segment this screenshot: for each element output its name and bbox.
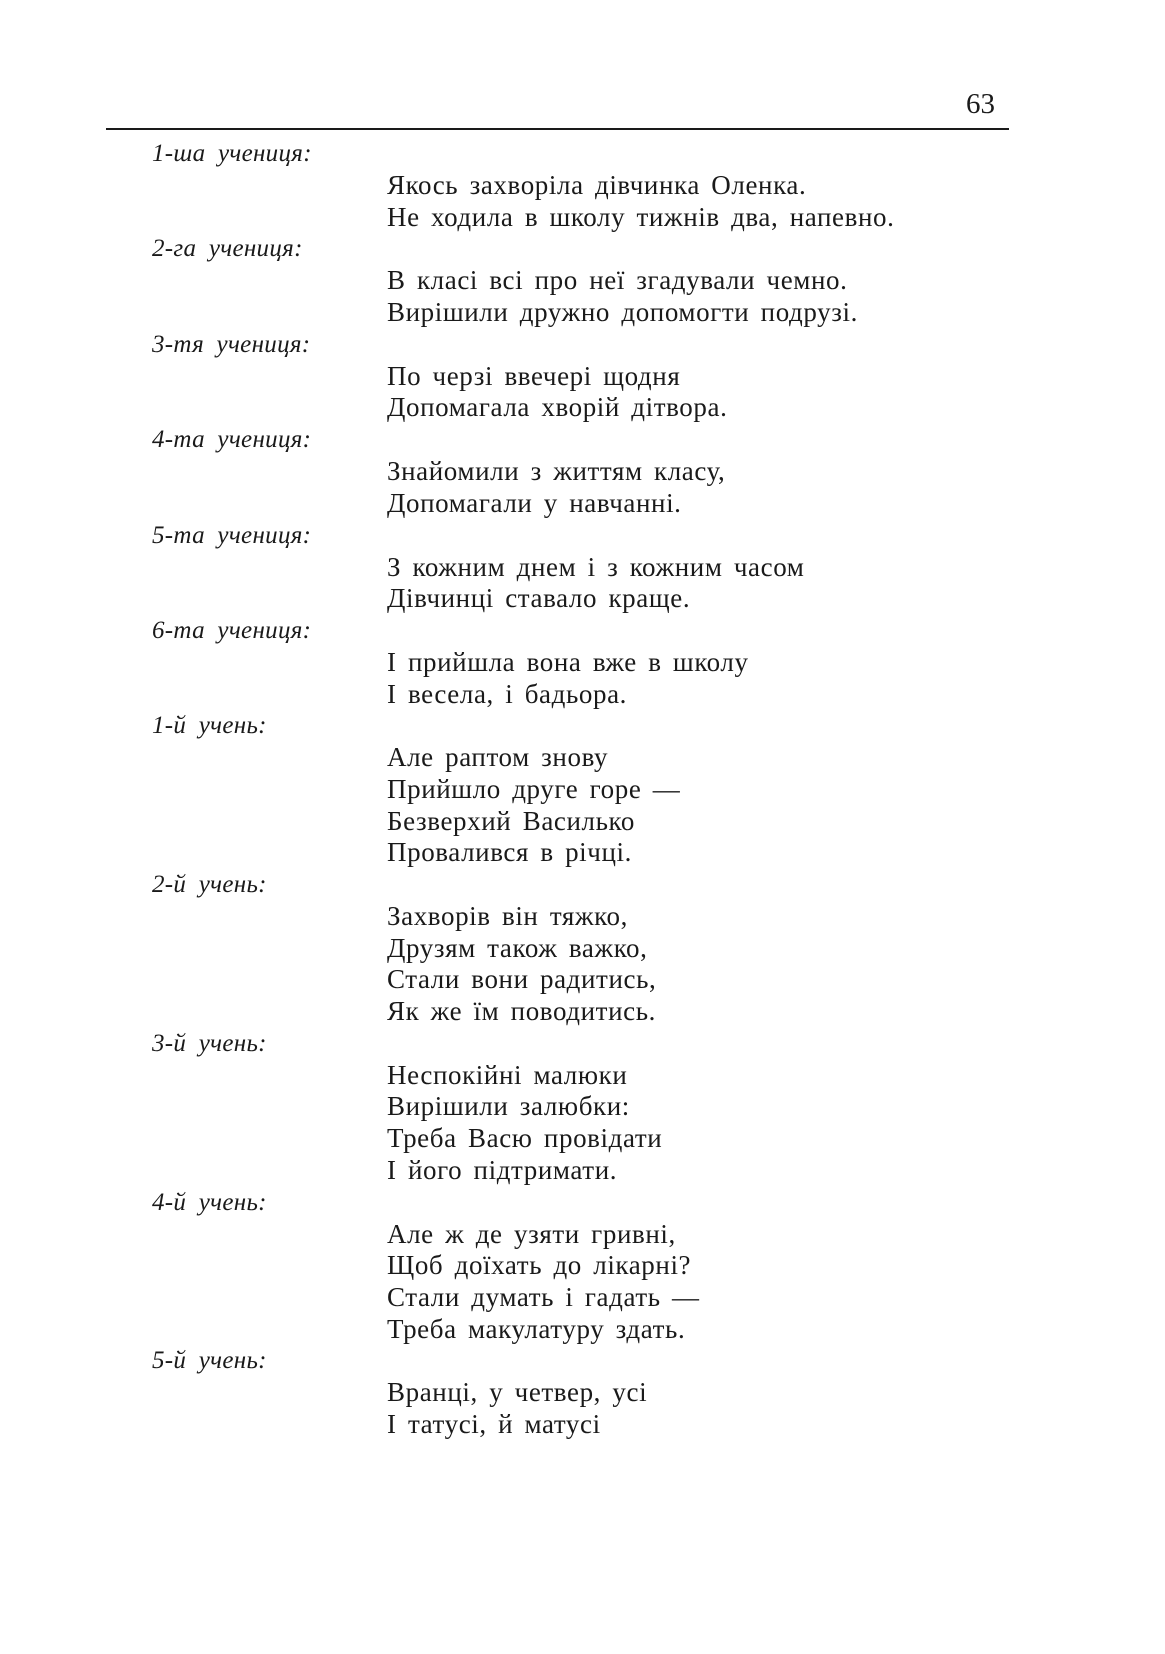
speech-block	[152, 138, 1002, 233]
speaker-label: 6-та учениця:	[152, 616, 312, 644]
speaker-label: 2-й учень:	[152, 871, 267, 898]
page-number: 63	[966, 88, 995, 120]
speech-block	[152, 710, 1002, 869]
speaker-label: 4-й учень:	[152, 1188, 267, 1216]
verse-line: Допомагали у навчанні.	[387, 487, 682, 518]
speech-block	[152, 869, 1002, 1028]
script-content	[152, 138, 1002, 1441]
verse-line: Знайомили з життям класу,	[387, 456, 726, 487]
speaker-label: 2-га учениця:	[152, 235, 303, 263]
speaker-label: 5-та учениця:	[152, 521, 312, 549]
speech-block	[152, 329, 1002, 424]
verse-line: Допомагала хворій дітвора.	[387, 392, 728, 423]
speech-block	[152, 615, 1002, 710]
verse-line: Дівчинці ставало краще.	[387, 583, 691, 614]
verse-line: Треба макулатуру здать.	[387, 1313, 686, 1344]
verse-line: Щоб доїхать до лікарні?	[387, 1250, 692, 1281]
speaker-label: 3-й учень:	[152, 1029, 267, 1057]
speech-block	[152, 520, 1002, 615]
verse-line: Вирішили дружно допомогти подрузі.	[387, 297, 858, 328]
verse-line: Але раптом знову	[387, 742, 609, 773]
verse-line: Не ходила в школу тижнів два, напевно.	[387, 201, 895, 232]
speaker-label: 1-й учень:	[152, 712, 267, 740]
verse-line: Прийшло друге горе —	[387, 773, 681, 804]
verse-line: І його підтримати.	[387, 1154, 618, 1185]
verse-line: В класі всі про неї згадували чемно.	[387, 265, 848, 296]
verse-line: Стали вони радитись,	[387, 964, 657, 995]
speech-block	[152, 233, 1002, 328]
speech-block	[152, 1345, 1002, 1440]
speaker-label: 5-й учень:	[152, 1347, 267, 1375]
verse-line: Провалився в річці.	[387, 837, 632, 868]
verse-line: Безверхий Василько	[387, 805, 635, 836]
verse-line: Захворів він тяжко,	[387, 901, 628, 931]
speech-block	[152, 424, 1002, 519]
speech-block	[152, 1028, 1002, 1187]
verse-line: Але ж де узяти гривні,	[387, 1218, 676, 1249]
verse-line: І весела, і бадьора.	[387, 678, 627, 709]
speech-block	[152, 1187, 1002, 1346]
verse-line: Вранці, у четвер, усі	[387, 1377, 648, 1408]
verse-line: Стали думать і гадать —	[387, 1281, 700, 1312]
speaker-label: 1-ша учениця:	[152, 140, 312, 167]
verse-line: Вирішили залюбки:	[387, 1091, 630, 1122]
verse-line: Друзям також важко,	[387, 932, 648, 963]
verse-line: І татусі, й матусі	[387, 1408, 601, 1439]
verse-line: Як же їм поводитись.	[387, 996, 656, 1027]
verse-line: І прийшла вона вже в школу	[387, 646, 749, 677]
verse-line: По черзі ввечері щодня	[387, 360, 681, 391]
speaker-label: 4-та учениця:	[152, 426, 312, 454]
verse-line: З кожним днем і з кожним часом	[387, 551, 805, 582]
speaker-label: 3-тя учениця:	[152, 330, 311, 358]
verse-line: Треба Васю провідати	[387, 1123, 663, 1154]
verse-line: Неспокійні малюки	[387, 1059, 628, 1090]
verse-line: Якось захворіла дівчинка Оленка.	[387, 170, 807, 200]
header-rule	[106, 128, 1009, 130]
